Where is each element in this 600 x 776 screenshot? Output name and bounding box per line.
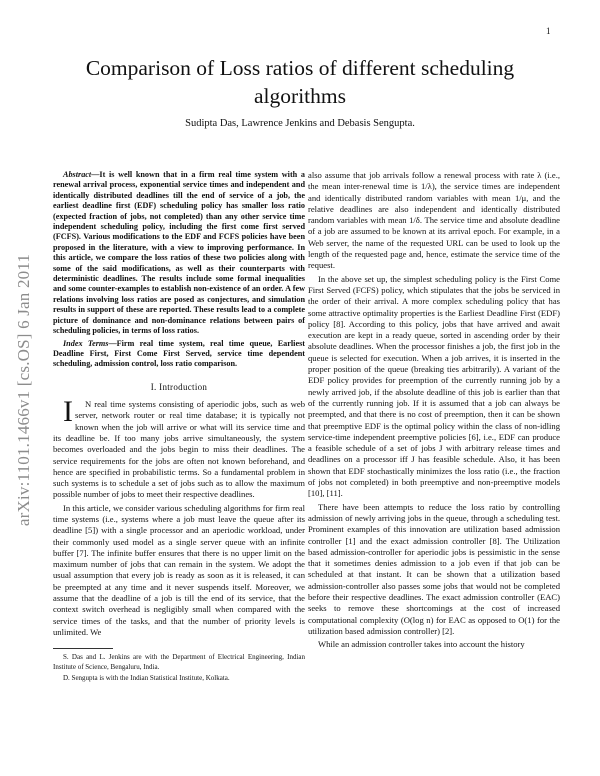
body-paragraph: In the above set up, the simplest scheduling policy is the First Come First Served (FCFS) policy, which stipulates that the jobs be serviced in the order of their arrival. A more complex scheduling policy that has some attractive optimality properties is the Earliest Deadline First (EDF) policy [8]. According to this policy, jobs that have arrived and await execution are kept in a ready queue, sorted in ascending order by their absolute deadlines. When the processor finishes a job, the first job in the queue is selected for execution. When a job arrives, it is inserted in the proper position of the queue (breaking ties arbitrarily). A variant of the EDF policy provides for preemption of the currently running job by a newly arrived job, if the absolute deadline of this job is earlier than that of the currently running job. If it is assumed that a job can always be preempted, and that there is no cost of preemption, then it can be shown that preemptive EDF is the optimal policy within the class of non-idling service-time independent preemptive policies [6], i.e., EDF can produce a feasible schedule of a set of jobs J with arbitrary release times and deadlines on a processor iff J has feasible schedule. Also, it has been shown that EDF stochastically minimizes the loss ratio (i.e., the fraction of jobs not completed) in both preemptive and non-preemptive models [10], [11].: [308, 273, 560, 499]
body-paragraph: While an admission controller takes into account the history: [318, 639, 525, 650]
authors: Sudipta Das, Lawrence Jenkins and Debasis Sengupta.: [185, 118, 415, 129]
index-terms-text: —Firm real time system, real time queue, Earliest Deadline First, First Come First Served, service time dependent scheduling, admission control, loss ratio comparison.: [53, 338, 306, 369]
body-paragraph: also assume that job arrivals follow a renewal process with rate λ (i.e., the mean inter-renewal time is 1/λ), the service times are independent and identically distributed random variables with mean 1/μ, and the relative deadlines are also independent and identically distributed random variables with mean 1/δ. The service time and absolute deadline of a job are assumed to be known at its arrival epoch. For example, in a Web server, the name of the requested URL can be used to look up the length of the requested page and, hence, estimate the service time of the request.: [308, 170, 560, 271]
left-column: [53, 170, 305, 685]
index-terms-label: Index Terms: [63, 338, 109, 348]
abstract-text: —It is well known that in a firm real time system with a renewal arrival process, exponential service times and independent and identically distributed deadlines till the end of service of a job, the earliest deadline first (EDF) scheduling policy has smaller loss ratio (expected fraction of jobs, not completed) than any other service time independent scheduling policy, including the first come first served (FCFS). Various modifications to the EDF and FCFS policies have been proposed in the literature, with a view to improving performance. In this article, we compare the loss ratios of these two policies along with some of the said modifications, as well as their counterparts with deterministic deadlines. The results include some formal inequalities and some counter-examples to establish non-existence of an order. A few relations involving loss ratios are posed as conjectures, and simulation results in support of these are reported. These results lead to a complete picture of dominance and non-dominance relations between pairs of scheduling policies, in terms of loss ratios.: [53, 170, 305, 336]
footnote-rule: [53, 648, 113, 649]
body-paragraph: There have been attempts to reduce the loss ratio by controlling admission of newly arriving jobs in the queue, through a scheduling test. Prominent examples of this innovation are utilization based admission controller [1] and the exact admission controller [8]. The Utilization based admission-controller for aperiodic jobs is pessimistic in the sense that it sometimes denies admission to a job even if that job can be scheduled at that instant. It can be shown that a utilization based admission-controller also passes some jobs that would not be completed before their respective deadlines. The exact admission controller (EAC) seeks to remove these shortcomings at the cost of increased computational complexity (O(log n) for EAC as opposed to O(1) for the utilization based admission controller) [2].: [308, 501, 560, 636]
drop-cap: I: [63, 395, 73, 429]
footnote-2: D. Sengupta is with the Indian Statistical Institute, Kolkata.: [63, 674, 230, 683]
abstract: [53, 170, 305, 337]
paper-title: Comparison of Loss ratios of different scheduling algorithms: [85, 56, 515, 108]
right-column: [308, 170, 560, 652]
footnote-1: S. Das and L. Jenkins are with the Department of Electrical Engineering, Indian Institute of Science, Bengaluru, India.: [53, 653, 305, 671]
arxiv-stamp-text: arXiv:1101.1466v1 [cs.OS] 6 Jan 2011: [14, 253, 33, 527]
abstract-label: Abstract: [63, 170, 92, 179]
intro-paragraph-1: [53, 395, 305, 501]
intro-paragraph-2: In this article, we consider various scheduling algorithms for firm real time systems (i.e., systems where a job must leave the queue after its deadline [5]) with a single processor and an aperiodic workload, under their commonly used model as a single server queue with an infinite buffer [7]. The infinite buffer ensures that there is no upper limit on the maximum number of jobs that can remain in the system. We adopt the usual assumption that every job is ready as soon as it is released, it can be preempted at any time and it never suspends itself. Moreover, we assume that the deadline of a job is till the end of its service, that the context switch overhead is negligibly small when compared with the service times of the tasks, and that the number of priority levels is unlimited. We: [53, 502, 305, 637]
section-heading: I. Introduction: [150, 381, 208, 392]
intro-paragraph-1-text: N real time systems consisting of aperiodic jobs, such as web server, network router or real time database; it is typically not known when the job will arrive or what will its service time and its deadline be. If too many jobs arrive simultaneously, the system becomes overloaded and the jobs begin to miss their deadlines. The service requirements for the jobs are often not known beforehand, and hence are specified in probabilistic terms. So a fundamental problem in such systems is to schedule a set of jobs such as to allow the maximum possible number of jobs to meet their respective deadlines.: [53, 399, 305, 500]
index-terms: [53, 339, 305, 370]
page-number: 1: [546, 26, 551, 36]
arxiv-stamp: [4, 160, 44, 620]
